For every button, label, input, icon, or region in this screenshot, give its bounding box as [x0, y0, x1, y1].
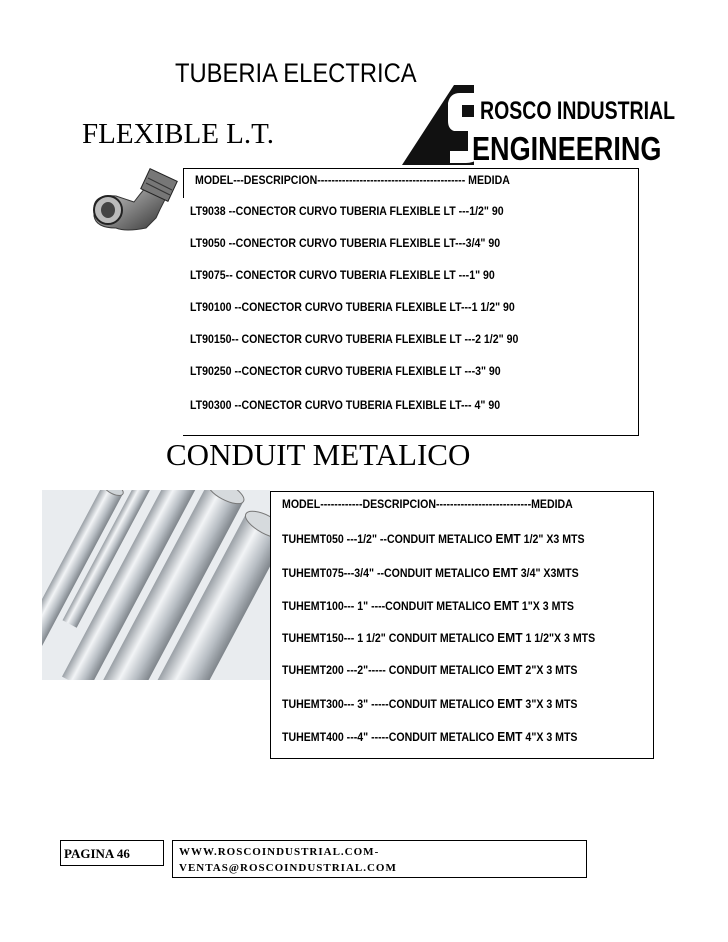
page-number-box [60, 840, 164, 866]
emt-label: EMT [497, 696, 523, 711]
conduit-row-desc: TUHEMT200 ---2"----- CONDUIT METALICO [282, 665, 498, 677]
conduit-row-size: 3"X 3 MTS [522, 699, 578, 711]
box-border-left [183, 168, 184, 198]
flexible-row: LT90300 --CONECTOR CURVO TUBERIA FLEXIBLE LT--- 4" 90 [190, 400, 501, 412]
logo-text-rosco: ROSCO INDUSTRIAL [480, 97, 675, 125]
flexible-row: LT90250 --CONECTOR CURVO TUBERIA FLEXIBLE LT ---3" 90 [190, 366, 501, 378]
flexible-row: LT9050 --CONECTOR CURVO TUBERIA FLEXIBLE LT---3/4" 90 [190, 238, 501, 250]
conduit-row [282, 565, 579, 580]
conduit-row-size: 1/2" X3 MTS [520, 534, 585, 546]
flexible-row: LT9038 --CONECTOR CURVO TUBERIA FLEXIBLE LT ---1/2" 90 [190, 206, 504, 218]
connector-photo [86, 166, 184, 256]
conduit-row-size: 1 1/2"X 3 MTS [522, 633, 596, 645]
conduit-row [282, 662, 577, 677]
emt-label: EMT [492, 565, 518, 580]
conduit-row [282, 729, 577, 744]
emt-label: EMT [495, 531, 521, 546]
emt-label: EMT [493, 598, 519, 613]
conduit-row-desc: TUHEMT075---3/4" --CONDUIT METALICO [282, 568, 493, 580]
conduit-row-size: 4"X 3 MTS [522, 732, 578, 744]
conduit-row [282, 531, 585, 546]
emt-label: EMT [497, 630, 523, 645]
logo-text-engineering: ENGINEERING [472, 130, 662, 167]
page-title: TUBERIA ELECTRICA [175, 58, 417, 88]
conduit-row-desc: TUHEMT300--- 3" -----CONDUIT METALICO [282, 699, 498, 711]
conduit-photo [42, 490, 270, 680]
conduit-row-desc: TUHEMT100--- 1" ----CONDUIT METALICO [282, 601, 494, 613]
section-title-flexible: FLEXIBLE L.T. [82, 118, 274, 150]
flexible-row: LT90100 --CONECTOR CURVO TUBERIA FLEXIBLE LT---1 1/2" 90 [190, 302, 515, 314]
conduit-row-size: 2"X 3 MTS [522, 665, 578, 677]
conduit-row [282, 696, 577, 711]
conduit-row-desc: TUHEMT050 ---1/2" --CONDUIT METALICO [282, 534, 496, 546]
flexible-row: LT90150-- CONECTOR CURVO TUBERIA FLEXIBLE LT ---2 1/2" 90 [190, 334, 519, 346]
emt-label: EMT [497, 729, 523, 744]
website-link[interactable]: WWW.ROSCOINDUSTRIAL.COM- [179, 846, 380, 858]
flexible-row: LT9075-- CONECTOR CURVO TUBERIA FLEXIBLE LT ---1" 90 [190, 270, 495, 282]
conduit-row-size: 1"X 3 MTS [518, 601, 574, 613]
conduit-header-row: MODEL------------DESCRIPCION---------------------------MEDIDA [282, 499, 573, 511]
conduit-row [282, 598, 574, 613]
contact-box [172, 840, 587, 878]
conduit-row-desc: TUHEMT150--- 1 1/2" CONDUIT METALICO [282, 633, 498, 645]
flexible-header-row: MODEL---DESCRIPCION------------------------------------------ MEDIDA [195, 175, 510, 187]
conduit-row-size: 3/4" X3MTS [517, 568, 579, 580]
conduit-row [282, 630, 595, 645]
conduit-row-desc: TUHEMT400 ---4" -----CONDUIT METALICO [282, 732, 498, 744]
emt-label: EMT [497, 662, 523, 677]
section-title-conduit: CONDUIT METALICO [166, 437, 471, 472]
email-link[interactable]: VENTAS@ROSCOINDUSTRIAL.COM [179, 862, 397, 874]
page-number: PAGINA 46 [64, 846, 130, 861]
